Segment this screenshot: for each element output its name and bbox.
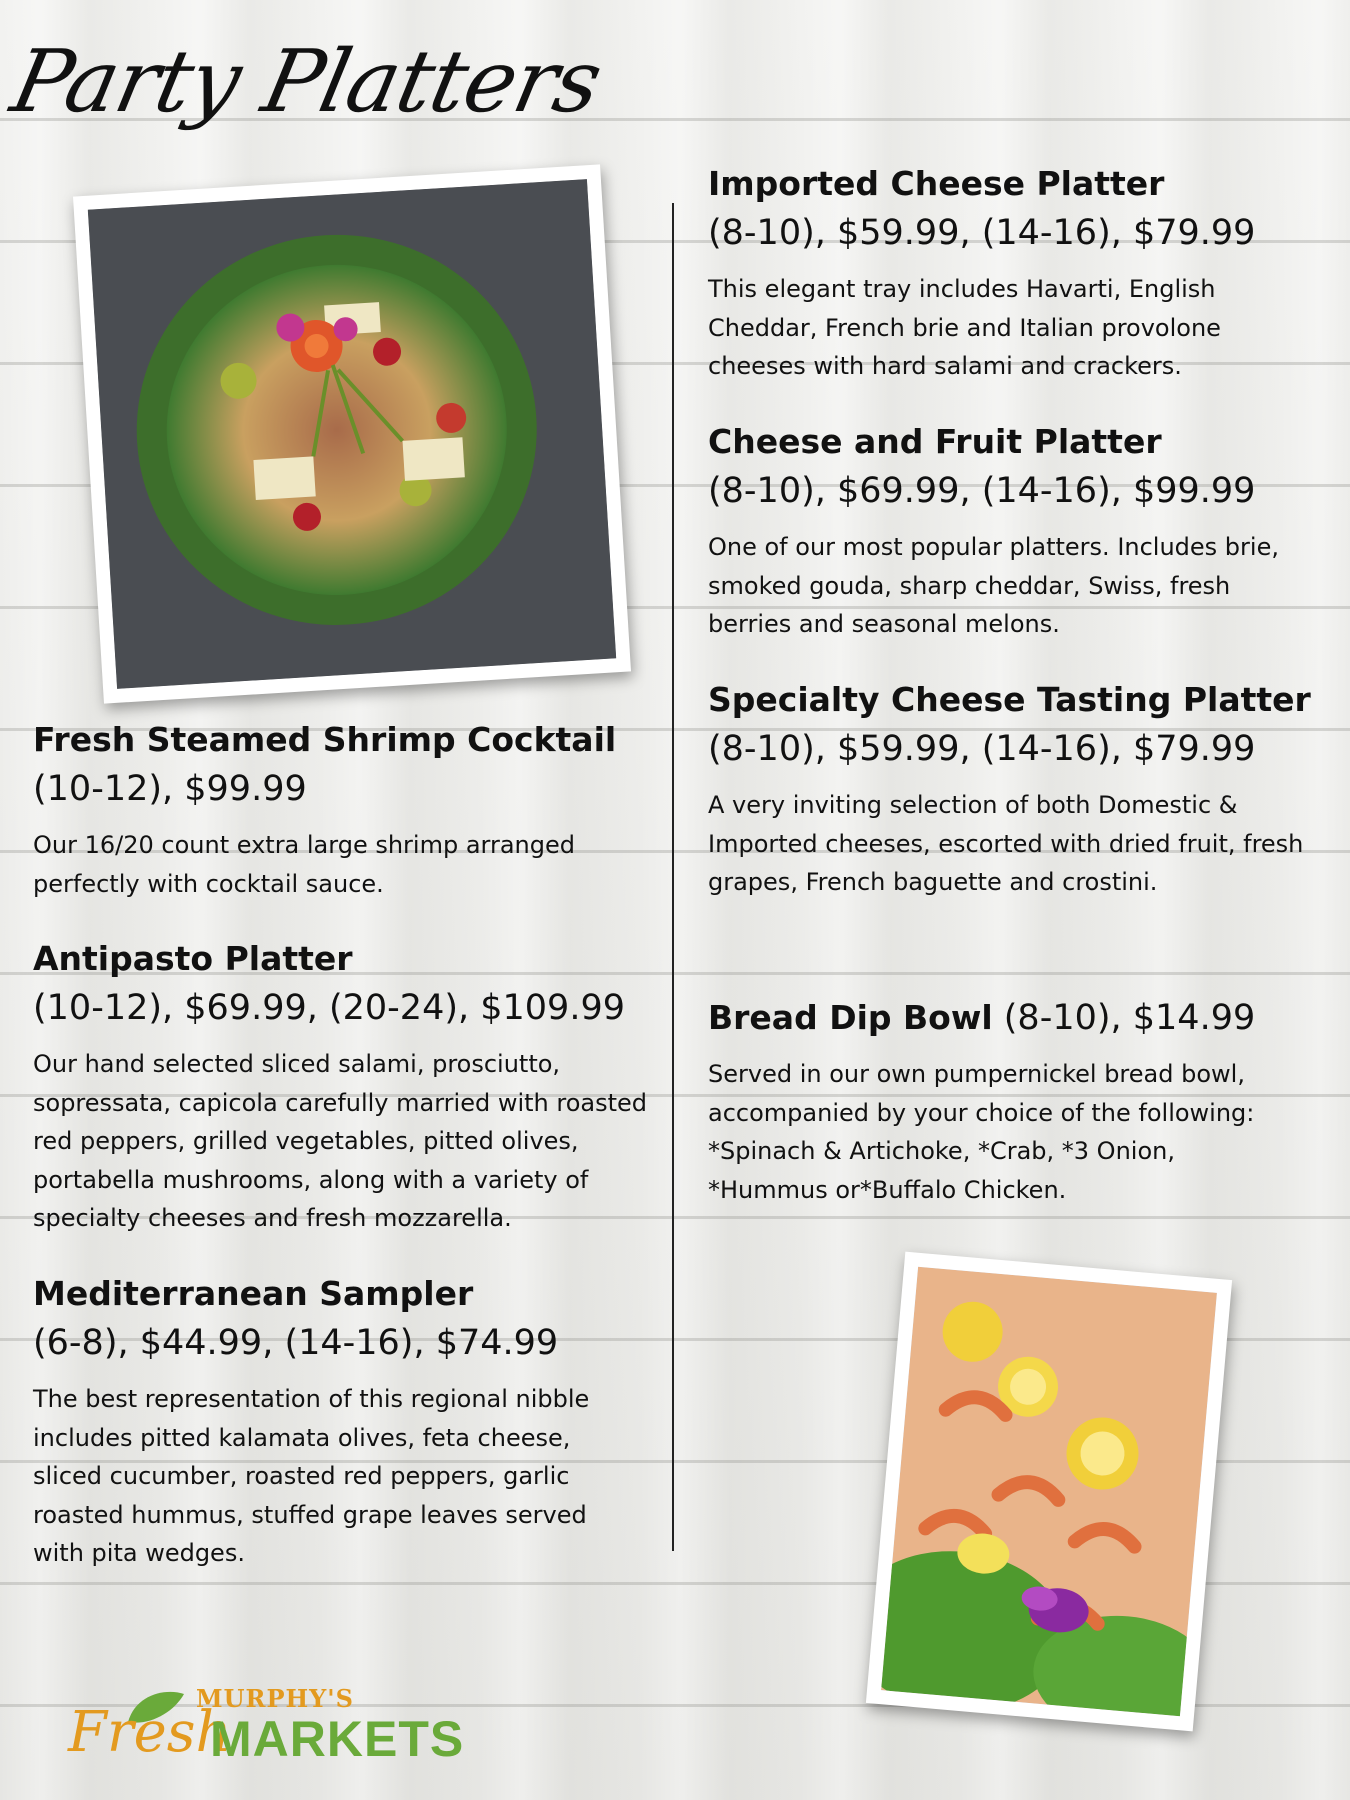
shrimp-cocktail-image — [881, 1267, 1217, 1717]
item-description — [708, 1055, 1338, 1209]
item-name: Specialty Cheese Tasting Platter — [708, 680, 1311, 719]
page-title-text: Party Platters — [3, 32, 610, 132]
item-heading — [708, 993, 1338, 1043]
item-price: (8-10), $59.99, (14-16), $79.99 — [708, 213, 1256, 253]
shrimp-cocktail-photo — [866, 1252, 1232, 1732]
item-name: Cheese and Fruit Platter — [708, 422, 1162, 461]
description-line: *Hummus or*Buffalo Chicken. — [708, 1175, 1067, 1204]
description-line: accompanied by your choice of the following: — [708, 1098, 1255, 1127]
item-name: Mediterranean Sampler — [33, 1274, 474, 1313]
menu-item-shrimp-cocktail — [33, 716, 658, 903]
item-description: Our 16/20 count extra large shrimp arranged perfectly with cocktail sauce. — [33, 831, 576, 898]
antipasto-platter-image — [88, 179, 616, 689]
item-name: Bread Dip Bowl — [708, 998, 993, 1037]
item-price: (10-12), $99.99 — [33, 769, 307, 809]
item-name: Antipasto Platter — [33, 939, 353, 978]
page-title — [3, 22, 634, 172]
menu-item-antipasto-platter — [33, 935, 658, 1238]
item-price: (8-10), $59.99, (14-16), $79.99 — [708, 729, 1256, 769]
item-description: One of our most popular platters. Includes brie, smoked gouda, sharp cheddar, Swiss, fresh berries and seasonal melons. — [708, 533, 1279, 638]
menu-item-specialty-cheese-tasting — [708, 676, 1338, 902]
menu-item-cheese-fruit-platter — [708, 418, 1338, 644]
menu-item-bread-dip-bowl — [708, 993, 1338, 1209]
item-price: (10-12), $69.99, (20-24), $109.99 — [33, 988, 625, 1028]
column-divider — [672, 203, 674, 1551]
item-price: (8-10), $14.99 — [1003, 998, 1256, 1038]
murphys-fresh-markets-logo — [68, 1680, 508, 1770]
item-description: The best representation of this regional nibble includes pitted kalamata olives, feta cheese, sliced cucumber, roasted red peppers, garlic roasted hummus, stuffed grape leaves served with pita wedges. — [33, 1385, 590, 1567]
logo-word: MARKETS — [210, 1711, 465, 1767]
description-line: Served in our own pumpernickel bread bowl, — [708, 1060, 1245, 1088]
item-name: Imported Cheese Platter — [708, 164, 1165, 203]
item-description: Our hand selected sliced salami, prosciutto, sopressata, capicola carefully married with roasted red peppers, grilled vegetables, pitted olives, portabella mushrooms, along with a variety of specialty cheeses and fresh mozzarella. — [33, 1050, 648, 1232]
item-name: Fresh Steamed Shrimp Cocktail — [33, 720, 617, 759]
logo-top: MURPHY'S — [196, 1684, 354, 1713]
item-description: This elegant tray includes Havarti, English Cheddar, French brie and Italian provolone cheeses with hard salami and crackers. — [708, 275, 1221, 380]
menu-item-imported-cheese-platter — [708, 160, 1338, 386]
item-price: (6-8), $44.99, (14-16), $74.99 — [33, 1323, 559, 1363]
item-price: (8-10), $69.99, (14-16), $99.99 — [708, 471, 1256, 511]
item-description: A very inviting selection of both Domestic & Imported cheeses, escorted with dried fruit, fresh grapes, French baguette and crostini. — [708, 791, 1304, 896]
antipasto-platter-photo — [73, 164, 631, 703]
menu-item-mediterranean-sampler — [33, 1270, 658, 1573]
description-line: *Spinach & Artichoke, *Crab, *3 Onion, — [708, 1137, 1175, 1165]
logo-script: Fresh — [68, 1700, 232, 1765]
